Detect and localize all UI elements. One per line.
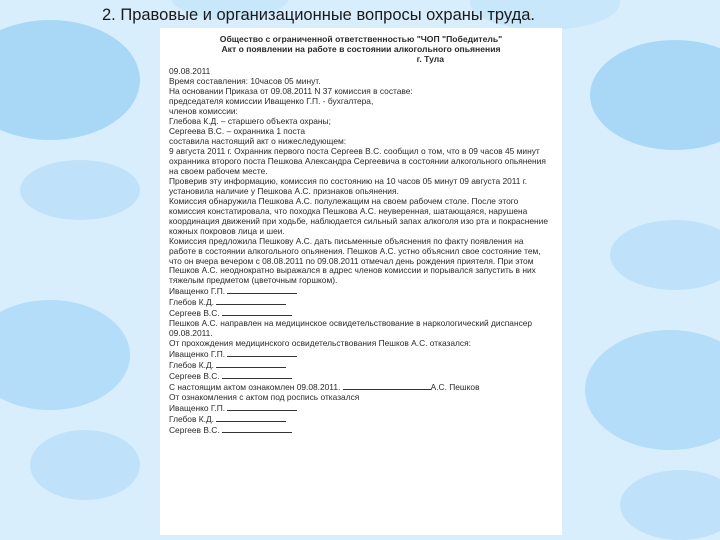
doc-line-text: Комиссия обнаружила Пешкова А.С. полулежащим на своем рабочем столе. После этого комиссия констатировала, что походка Пешкова А.С. неуверенная, шатающаяся, нарушена координация движений при ходьбе, наблюдается сильный запах алкоголя изо рта и покраснение кожных покровов лица и шеи. [169,195,548,236]
doc-line-text: От ознакомления с актом под роспись отказался [169,391,360,402]
doc-line-text: Сергеев В.С. [169,370,220,381]
doc-line-text: Время составления: 10часов 05 минут. [169,76,321,87]
doc-line [169,360,552,371]
doc-line [169,237,552,287]
doc-line [169,286,552,297]
doc-line-text: составила настоящий акт о нижеследующем: [169,136,347,147]
signature-line [227,286,297,294]
doc-act-title: Акт о появлении на работе в состоянии алкогольного опьянения [221,43,501,54]
signature-line [222,371,292,379]
doc-line [169,349,552,360]
doc-line [169,297,552,308]
doc-line [169,414,552,425]
doc-line-text: Иващенко Г.П. [169,402,226,413]
doc-line [169,393,552,403]
slide-title: 2. Правовые и организационные вопросы охраны труда. [102,6,535,24]
signature-line [222,425,292,433]
doc-line-text: членов комиссии: [169,106,238,117]
doc-line [169,319,552,339]
doc-line-text: Сергеев В.С. [169,308,220,319]
doc-line-text: Глебов К.Д. [169,360,214,371]
signature-line [216,414,286,422]
signature-line [227,403,297,411]
signature-line [343,382,431,390]
doc-line-text: Глебова К.Д. – старшего объекта охраны; [169,116,331,127]
signature-line [227,349,297,357]
doc-line-signer: А.С. Пешков [430,381,480,392]
doc-line-text: От прохождения медицинского освидетельствования Пешков А.С. отказался: [169,338,471,349]
doc-line [169,339,552,349]
document-image [160,28,562,535]
doc-body [160,64,562,435]
signature-line [222,308,292,316]
doc-line-text: 09.08.2011 [169,66,211,77]
doc-line-text: Комиссия предложила Пешкову А.С. дать письменные объяснения по факту появления на работе в состоянии алкогольного опьянения. Пешков А.С. устно объяснил свое состояние тем, что он вчера вечером с 08.08.2011 по 09.08.2011 отмечал день рождения приятеля. При этом Пешков А.С. неоднократно выражался в адрес членов комиссии и порывался запустить в них тяжелым предметом (цветочным горшком). [169,235,541,286]
doc-line-text: 9 августа 2011 г. Охранник первого поста Сергеев В.С. сообщил о том, что в 09 часов 45 минут охранника второго поста Пешкова Александра Сергеевича в состоянии алкогольного опьянения на своем рабочем месте. [169,146,546,176]
doc-line-text: Глебов К.Д. [169,413,214,424]
doc-line-text: Проверив эту информацию, комиссия по состоянию на 10 часов 05 минут 09 августа 2011 г. установила наличие у Пешкова А.С. признаков опьянения. [169,175,528,196]
doc-line-text: Сергеев В.С. [169,424,220,435]
doc-line-text: Глебов К.Д. [169,297,214,308]
doc-city: г. Тула [416,53,444,64]
signature-line [216,360,286,368]
doc-line [169,147,552,177]
doc-company-name: Общество с ограниченной ответственностью "ЧОП "Победитель" [219,34,503,44]
doc-line [169,371,552,382]
doc-line-text: Пешков А.С. направлен на медицинское освидетельствование в наркологический диспансер 09.08.2011. [169,318,533,339]
doc-line [169,403,552,414]
doc-line-text: Сергеева В.С. – охранника 1 поста [169,126,306,137]
doc-line-text: На основании Приказа от 09.08.2011 N 37 комиссия в составе: [169,86,413,97]
doc-line [169,425,552,436]
doc-line-text: председателя комиссии Иващенко Г.П. - бухгалтера, [169,96,374,107]
doc-line [169,197,552,237]
doc-line-text: С настоящим актом ознакомлен 09.08.2011. [169,381,341,392]
doc-line-text: Иващенко Г.П. [169,286,226,297]
signature-line [216,297,286,305]
doc-line-text: Иващенко Г.П. [169,349,226,360]
doc-line [169,177,552,197]
